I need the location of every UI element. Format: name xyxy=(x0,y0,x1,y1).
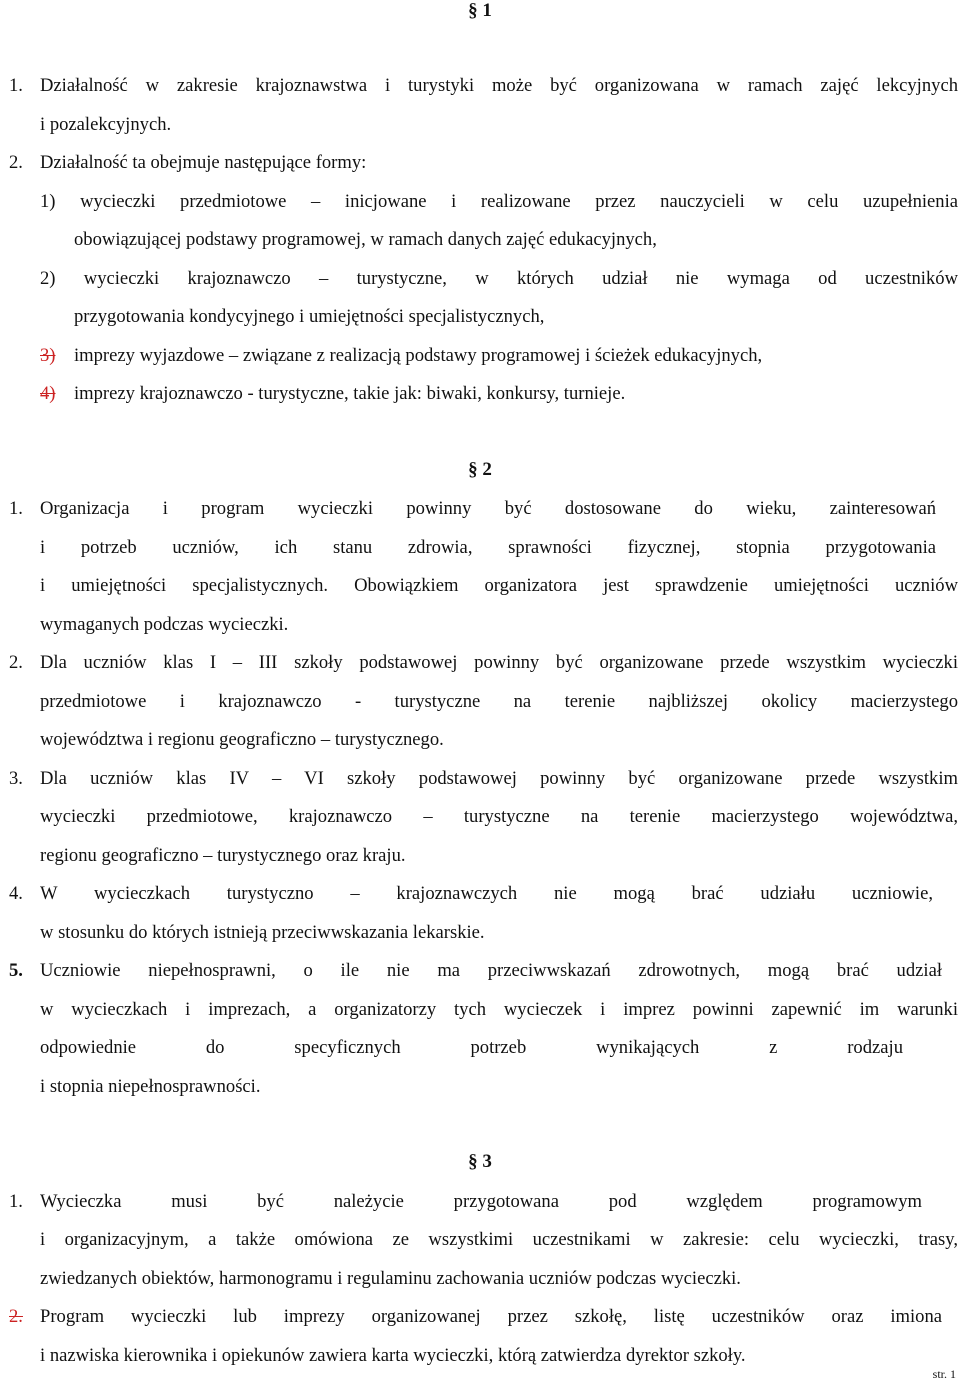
s3-line-1: Wycieczka musi być należycie przygotowana pod względem programowym xyxy=(40,1191,922,1212)
s2-line-16: i stopnia niepełnosprawności. xyxy=(40,1076,261,1097)
s3-line-3: zwiedzanych obiektów, harmonogramu i regulaminu zachowania uczniów podczas wycieczki. xyxy=(40,1268,741,1289)
s1-form-2: 2) wycieczki krajoznawczo – turystyczne, w których udział nie wymaga od uczestników xyxy=(40,268,958,289)
s2-line-3: i umiejętności specjalistycznych. Obowiązkiem organizatora jest sprawdzenie umiejętności uczniów xyxy=(40,575,958,596)
s1-form-4: imprezy krajoznawczo - turystyczne, takie jak: biwaki, konkursy, turnieje. xyxy=(74,383,626,404)
s3-line-2: i organizacyjnym, a także omówiona ze wszystkimi uczestnikami w zakresie: celu wycieczki, trasy, xyxy=(40,1229,958,1250)
s2-line-10: regionu geograficzno – turystycznego oraz kraju. xyxy=(40,845,406,866)
s1-line-1: Działalność w zakresie krajoznawstwa i turystyki może być organizowana w ramach zajęć lekcyjnych xyxy=(40,75,958,96)
s2-line-1: Organizacja i program wycieczki powinny być dostosowane do wieku, zainteresowań xyxy=(40,498,936,519)
s2-line-13: Uczniowie niepełnosprawni, o ile nie ma przeciwwskazań zdrowotnych, mogą brać udział xyxy=(40,960,942,981)
s1-line-3: Działalność ta obejmuje następujące formy: xyxy=(40,152,367,173)
s1-line-2: i pozalekcyjnych. xyxy=(40,114,172,135)
s2-line-2: i potrzeb uczniów, ich stanu zdrowia, sprawności fizycznej, stopnia przygotowania xyxy=(40,537,936,558)
s2-line-9: wycieczki przedmiotowe, krajoznawczo – turystyczne na terenie macierzystego województwa, xyxy=(40,806,958,827)
s2-line-7: województwa i regionu geograficzno – turystycznego. xyxy=(40,729,444,750)
section-3-heading: § 3 xyxy=(468,1151,492,1172)
page-number: str. 1 xyxy=(932,1367,956,1381)
s3-item-2-number: 2. xyxy=(9,1306,23,1327)
s3-line-4: Program wycieczki lub imprezy organizowanej przez szkołę, listę uczestników oraz imiona xyxy=(40,1306,942,1327)
s2-line-4: wymaganych podczas wycieczki. xyxy=(40,614,289,635)
s2-line-12: w stosunku do których istnieją przeciwwskazania lekarskie. xyxy=(40,922,485,943)
s1-item-2-number: 2. xyxy=(9,152,23,173)
s2-item-2-number: 2. xyxy=(9,652,23,673)
s2-line-11: W wycieczkach turystyczno – krajoznawczych nie mogą brać udziału uczniowie, xyxy=(40,883,933,904)
s1-form-3-number: 3) xyxy=(40,345,56,366)
s1-item-1-number: 1. xyxy=(9,75,23,96)
s2-line-15: odpowiednie do specyficznych potrzeb wynikających z rodzaju xyxy=(40,1037,903,1058)
s2-line-6: przedmiotowe i krajoznawczo - turystyczne na terenie najbliższej okolicy macierzystego xyxy=(40,691,958,712)
s2-item-1-number: 1. xyxy=(9,498,23,519)
s3-line-5: i nazwiska kierownika i opiekunów zawiera karta wycieczki, którą zatwierdza dyrektor szkoły. xyxy=(40,1345,746,1366)
s2-item-5-number: 5. xyxy=(9,960,23,981)
s2-item-4-number: 4. xyxy=(9,883,23,904)
s2-line-14: w wycieczkach i imprezach, a organizatorzy tych wycieczek i imprez powinni zapewnić im warunki xyxy=(40,999,958,1020)
s1-form-4-number: 4) xyxy=(40,383,56,404)
s2-item-3-number: 3. xyxy=(9,768,23,789)
s2-line-5: Dla uczniów klas I – III szkoły podstawowej powinny być organizowane przede wszystkim wycieczki xyxy=(40,652,958,673)
s1-form-1: 1) wycieczki przedmiotowe – inicjowane i realizowane przez nauczycieli w celu uzupełnienia xyxy=(40,191,958,212)
s2-line-8: Dla uczniów klas IV – VI szkoły podstawowej powinny być organizowane przede wszystkim xyxy=(40,768,958,789)
s1-form-1-cont: obowiązującej podstawy programowej, w ramach danych zajęć edukacyjnych, xyxy=(74,229,657,250)
s1-form-2-cont: przygotowania kondycyjnego i umiejętności specjalistycznych, xyxy=(74,306,545,327)
section-2-heading: § 2 xyxy=(468,459,492,480)
s3-item-1-number: 1. xyxy=(9,1191,23,1212)
section-1-heading: § 1 xyxy=(468,0,492,21)
s1-form-3: imprezy wyjazdowe – związane z realizacją podstawy programowej i ścieżek edukacyjnych, xyxy=(74,345,763,366)
